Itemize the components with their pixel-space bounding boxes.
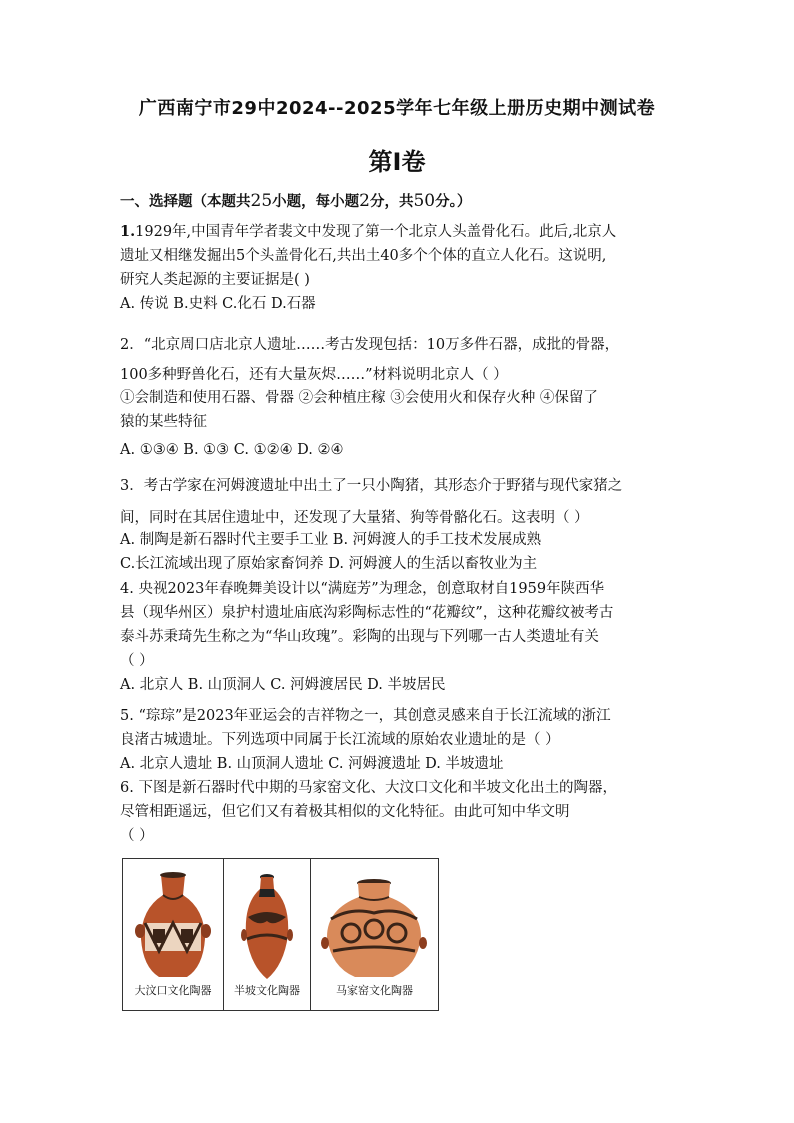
section-prefix: 一、选择题（本题共 [120,194,251,210]
q3-line-1: 3．考古学家在河姆渡遗址中出土了一只小陶猪，其形态介于野猪与现代家猪之 [120,478,623,494]
q5-line-1: 5. “琮琮”是2023年亚运会的吉祥物之一，其创意灵感来自于长江流域的浙江 [120,708,611,724]
q3-line-2: 间，同时在其居住遗址中，还发现了大量猪、狗等骨骼化石。这表明（ ） [120,510,589,526]
q1-line-2: 遗址又相继发掘出5个头盖骨化石,共出土40多个个体的直立人化石。这说明, [120,248,607,264]
q4-line-2: 县（现华州区）泉护村遗址庙底沟彩陶标志性的“花瓣纹”，这种花瓣纹被考古 [120,605,614,621]
question-5 [120,704,680,776]
q1-line-3: 研究人类起源的主要证据是( ) [120,272,310,288]
question-count: 25 [250,191,273,211]
q1-number: 1. [120,223,136,240]
figure-cell-majiayao [311,859,438,1010]
q6-line-1: 6. 下图是新石器时代中期的马家窑文化、大汶口文化和半坡文化出土的陶器， [120,780,617,796]
caption-dawenkou: 大汶口文化陶器 [134,984,212,997]
q5-line-2: 良渚古城遗址。下列选项中同属于长江流域的原始农业遗址的是（ ） [120,732,560,748]
question-3 [120,470,680,534]
q2-line-3: ①会制造和使用石器、骨器 ②会种植庄稼 ③会使用火和保存火种 ④保留了 [120,390,598,406]
question-6 [120,776,680,848]
question-2-continued [120,386,680,462]
section-heading: 第Ⅰ卷 [368,148,426,176]
section-instructions [120,190,471,211]
q3-option-cd: C.长江流域出现了原始家畜饲养 D. 河姆渡人的生活以畜牧业为主 [120,556,538,572]
q4-line-1: 4. 央视2023年春晚舞美设计以“满庭芳”为理念，创意取材自1959年陕西华 [120,581,605,597]
question-2 [120,330,680,390]
q2-line-2: 100多种野兽化石，还有大量灰烬……”材料说明北京人（ ） [120,367,508,383]
q1-line-1 [120,220,680,244]
caption-banpo: 半坡文化陶器 [234,984,300,997]
question-1 [120,220,680,316]
q3-option-ab: A. 制陶是新石器时代主要手工业 B. 河姆渡人的手工技术发展成熟 [120,532,542,548]
q1-options: A. 传说 B.史料 C.化石 D.石器 [120,296,316,312]
q6-line-3: （ ） [120,828,154,844]
pottery-figure [122,858,439,1011]
question-3-options [120,528,680,576]
q4-options: A. 北京人 B. 山顶洞人 C. 河姆渡居民 D. 半坡居民 [120,677,446,693]
q2-options: A. ①③④ B. ①③ C. ①②④ D. ②④ [120,442,344,458]
points-each: 2 [359,191,370,211]
page-title: 广西南宁市29中2024--2025学年七年级上册历史期中测试卷 [138,98,656,119]
figure-cell-dawenkou [123,859,224,1010]
q5-options: A. 北京人遗址 B. 山顶洞人遗址 C. 河姆渡遗址 D. 半坡遗址 [120,756,504,772]
section-text-2: 分，共 [369,194,414,210]
figure-cell-banpo [224,859,311,1010]
q2-line-1: 2．“北京周口店北京人遗址……考古发现包括：10万多件石器，成批的骨器， [120,337,620,353]
q6-line-2: 尽管相距遥远，但它们又有着极其相似的文化特征。由此可知中华文明 [120,804,570,820]
q1-line-1-text: 1929年,中国青年学者裴文中发现了第一个北京人头盖骨化石。此后,北京人 [135,224,617,240]
q4-line-3: 泰斗苏秉琦先生称之为“华山玫瑰”。彩陶的出现与下列哪一古人类遗址有关 [120,629,599,645]
q4-line-4: （ ） [120,653,154,669]
caption-majiayao: 马家窑文化陶器 [336,984,413,997]
total-points: 50 [413,191,436,211]
section-text-1: 小题，每小题 [272,194,360,210]
section-suffix: 分。） [435,194,472,210]
q2-line-4: 猿的某些特征 [120,414,207,430]
question-4 [120,577,680,697]
